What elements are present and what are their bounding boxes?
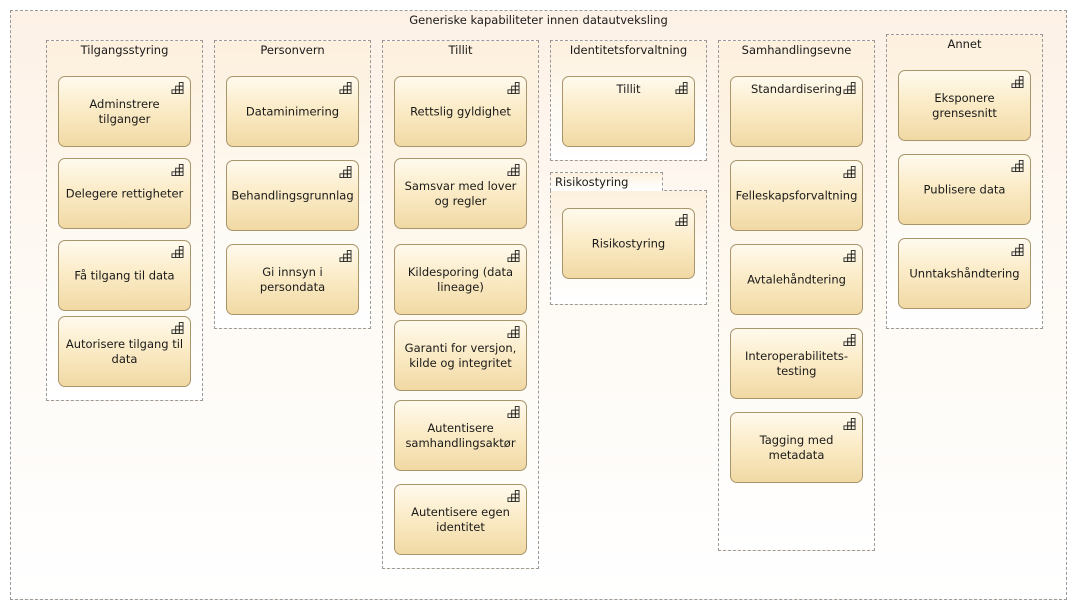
capability-box[interactable] [226, 244, 359, 315]
group-title: Personvern [260, 43, 325, 57]
capability-box[interactable] [730, 244, 863, 315]
capability-icon [675, 214, 688, 226]
capability-icon [507, 326, 520, 338]
capability-icon [843, 250, 856, 262]
capability-icon [339, 166, 352, 178]
capability-icon [843, 82, 856, 94]
capability-box[interactable] [394, 320, 527, 391]
capability-label: Dataminimering [245, 104, 340, 118]
capability-label: Kildesporing (data lineage) [407, 264, 514, 294]
capability-icon [507, 490, 520, 502]
capability-box[interactable] [898, 154, 1031, 225]
capability-icon [675, 82, 688, 94]
capability-box[interactable] [394, 484, 527, 555]
capability-label: Autentisere samhandlingsaktør [405, 420, 516, 450]
capability-label: Avtalehåndtering [747, 272, 846, 286]
capability-icon [339, 82, 352, 94]
capability-box[interactable] [58, 76, 191, 147]
capability-icon [171, 322, 184, 334]
capability-label: Eksponere grensesnitt [932, 90, 997, 120]
capability-icon [843, 334, 856, 346]
capability-label: Felleskapsforvaltning [735, 188, 858, 202]
capability-label: Autorisere tilgang til data [65, 336, 184, 366]
capability-label: Samsvar med lover og regler [404, 178, 517, 208]
capability-label: Gi innsyn i persondata [259, 264, 326, 294]
capability-box[interactable] [226, 76, 359, 147]
capability-label: Tagging med metadata [759, 432, 834, 462]
capability-box[interactable] [394, 76, 527, 147]
capability-icon [507, 82, 520, 94]
diagram-title: Generiske kapabiliteter innen datautveksling [409, 13, 668, 27]
capability-label: Få tilgang til data [74, 268, 175, 282]
capability-label: Behandlingsgrunnlag [231, 188, 354, 202]
capability-box[interactable] [394, 400, 527, 471]
capability-box[interactable] [730, 412, 863, 483]
capability-box[interactable] [730, 76, 863, 147]
capability-icon [171, 246, 184, 258]
capability-icon [507, 406, 520, 418]
capability-icon [339, 250, 352, 262]
capability-label: Autentisere egen identitet [411, 504, 510, 534]
capability-icon [171, 82, 184, 94]
capability-box[interactable] [226, 160, 359, 231]
capability-box[interactable] [394, 158, 527, 229]
capability-label: Rettslig gyldighet [410, 104, 511, 118]
capability-label: Risikostyring [591, 236, 666, 250]
capability-box[interactable] [730, 328, 863, 399]
group-title: Risikostyring [555, 175, 629, 189]
group-title: Tillit [448, 43, 473, 57]
capability-label: Publisere data [923, 182, 1006, 196]
capability-icon [171, 164, 184, 176]
capability-box[interactable] [898, 70, 1031, 141]
group-title: Tilgangsstyring [80, 43, 169, 57]
capability-icon [843, 166, 856, 178]
capability-box[interactable] [898, 238, 1031, 309]
capability-icon [507, 250, 520, 262]
capability-label: Tillit [616, 82, 641, 96]
group-title: Identitetsforvaltning [569, 43, 688, 57]
capability-icon [1011, 244, 1024, 256]
capability-icon [843, 418, 856, 430]
capability-box[interactable] [394, 244, 527, 315]
group-title: Samhandlingsevne [741, 43, 852, 57]
capability-label: Garanti for versjon, kilde og integritet [404, 340, 517, 370]
capability-label: Interoperabilitets-testing [744, 348, 849, 378]
capability-box[interactable] [730, 160, 863, 231]
capability-box[interactable] [562, 76, 695, 147]
capability-label: Unntakshåndtering [909, 266, 1020, 280]
capability-icon [1011, 160, 1024, 172]
capability-label: Adminstrere tilganger [89, 96, 160, 126]
capability-box[interactable] [562, 208, 695, 279]
capability-box[interactable] [58, 240, 191, 311]
capability-box[interactable] [58, 158, 191, 229]
capability-label: Standardisering [750, 82, 843, 96]
capability-label: Delegere rettigheter [65, 186, 184, 200]
capability-icon [507, 164, 520, 176]
capability-box[interactable] [58, 316, 191, 387]
capability-icon [1011, 76, 1024, 88]
group-title: Annet [947, 37, 982, 51]
